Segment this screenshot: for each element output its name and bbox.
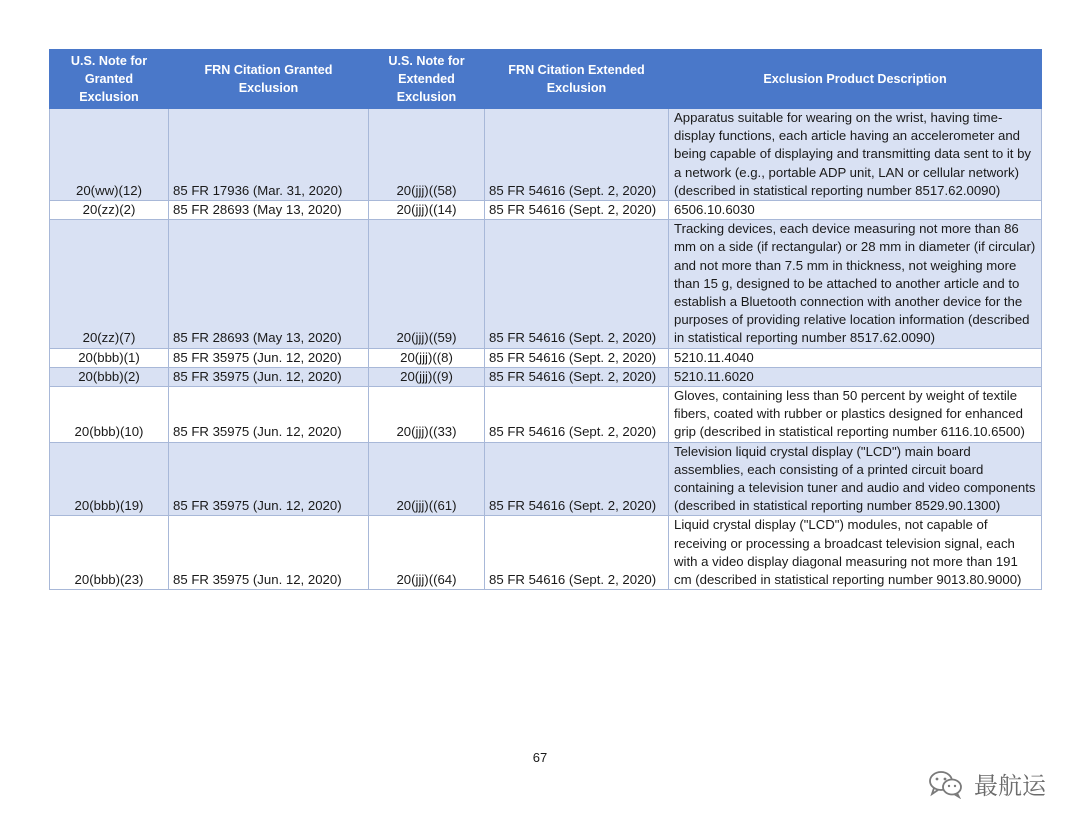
us-note-granted-cell: 20(zz)(7) xyxy=(50,220,169,348)
wechat-icon xyxy=(926,769,966,799)
table-row xyxy=(50,220,1042,348)
header-frn-extended: FRN Citation Extended Exclusion xyxy=(485,50,669,109)
us-note-extended-cell: 20(jjj)((61) xyxy=(369,442,485,516)
product-description-cell: Gloves, containing less than 50 percent by weight of textile fibers, coated with rubber or plastics designed for enhanced grip (described in statistical reporting number 6116.10.6500) xyxy=(669,387,1042,443)
us-note-granted-cell: 20(bbb)(19) xyxy=(50,442,169,516)
us-note-granted-cell: 20(ww)(12) xyxy=(50,109,169,201)
us-note-extended-cell: 20(jjj)((33) xyxy=(369,387,485,443)
table-row xyxy=(50,442,1042,516)
exclusions-table xyxy=(49,49,1042,590)
header-frn-granted: FRN Citation Granted Exclusion xyxy=(169,50,369,109)
frn-extended-cell: 85 FR 54616 (Sept. 2, 2020) xyxy=(485,201,669,220)
frn-granted-cell: 85 FR 35975 (Jun. 12, 2020) xyxy=(169,387,369,443)
product-description-cell: Liquid crystal display ("LCD") modules, not capable of receiving or processing a broadcast television signal, each with a video display diagonal measuring not more than 191 cm (described in statistical reporting number 9013.80.9000) xyxy=(669,516,1042,590)
frn-granted-cell: 85 FR 35975 (Jun. 12, 2020) xyxy=(169,442,369,516)
product-description-cell: Apparatus suitable for wearing on the wrist, having time-display functions, each article having an accelerometer and being capable of displaying and transmitting data sent to it by a network (e.g., portable ADP unit, LAN or cellular network) (described in statistical reporting number 8517.62.0090) xyxy=(669,109,1042,201)
frn-granted-cell: 85 FR 17936 (Mar. 31, 2020) xyxy=(169,109,369,201)
frn-granted-cell: 85 FR 35975 (Jun. 12, 2020) xyxy=(169,516,369,590)
page-number: 67 xyxy=(532,750,548,765)
us-note-granted-cell: 20(bbb)(1) xyxy=(50,348,169,367)
us-note-extended-cell: 20(jjj)((8) xyxy=(369,348,485,367)
us-note-extended-cell: 20(jjj)((14) xyxy=(369,201,485,220)
table-header-row xyxy=(50,50,1042,109)
us-note-extended-cell: 20(jjj)((59) xyxy=(369,220,485,348)
frn-extended-cell: 85 FR 54616 (Sept. 2, 2020) xyxy=(485,220,669,348)
us-note-extended-cell: 20(jjj)((9) xyxy=(369,367,485,386)
watermark xyxy=(926,766,1046,801)
us-note-granted-cell: 20(bbb)(23) xyxy=(50,516,169,590)
product-description-cell: 6506.10.6030 xyxy=(669,201,1042,220)
us-note-granted-cell: 20(bbb)(2) xyxy=(50,367,169,386)
product-description-cell: 5210.11.6020 xyxy=(669,367,1042,386)
frn-extended-cell: 85 FR 54616 (Sept. 2, 2020) xyxy=(485,348,669,367)
table-row xyxy=(50,387,1042,443)
frn-granted-cell: 85 FR 35975 (Jun. 12, 2020) xyxy=(169,367,369,386)
us-note-extended-cell: 20(jjj)((58) xyxy=(369,109,485,201)
header-us-note-granted: U.S. Note for Granted Exclusion xyxy=(50,50,169,109)
product-description-cell: Television liquid crystal display ("LCD") main board assemblies, each consisting of a printed circuit board containing a television tuner and audio and video components (described in statistical reporting number 8529.90.1300) xyxy=(669,442,1042,516)
product-description-cell: Tracking devices, each device measuring not more than 86 mm on a side (if rectangular) or 28 mm in diameter (if circular) and not more than 7.5 mm in thickness, not weighing more than 15 g, designed to be attached to another article and to establish a Bluetooth connection with another device for the purposes of providing relative location information (described in statistical reporting number 8517.62.0090) xyxy=(669,220,1042,348)
frn-extended-cell: 85 FR 54616 (Sept. 2, 2020) xyxy=(485,387,669,443)
table-row xyxy=(50,367,1042,386)
product-description-cell: 5210.11.4040 xyxy=(669,348,1042,367)
header-product-description: Exclusion Product Description xyxy=(669,50,1042,109)
frn-extended-cell: 85 FR 54616 (Sept. 2, 2020) xyxy=(485,109,669,201)
watermark-text: 最航运 xyxy=(974,772,1046,800)
table-row xyxy=(50,348,1042,367)
frn-extended-cell: 85 FR 54616 (Sept. 2, 2020) xyxy=(485,367,669,386)
header-us-note-extended: U.S. Note for Extended Exclusion xyxy=(369,50,485,109)
us-note-granted-cell: 20(bbb)(10) xyxy=(50,387,169,443)
table-row xyxy=(50,516,1042,590)
frn-granted-cell: 85 FR 28693 (May 13, 2020) xyxy=(169,220,369,348)
frn-granted-cell: 85 FR 28693 (May 13, 2020) xyxy=(169,201,369,220)
table-row xyxy=(50,109,1042,201)
us-note-extended-cell: 20(jjj)((64) xyxy=(369,516,485,590)
frn-extended-cell: 85 FR 54616 (Sept. 2, 2020) xyxy=(485,516,669,590)
table-row xyxy=(50,201,1042,220)
us-note-granted-cell: 20(zz)(2) xyxy=(50,201,169,220)
frn-extended-cell: 85 FR 54616 (Sept. 2, 2020) xyxy=(485,442,669,516)
frn-granted-cell: 85 FR 35975 (Jun. 12, 2020) xyxy=(169,348,369,367)
